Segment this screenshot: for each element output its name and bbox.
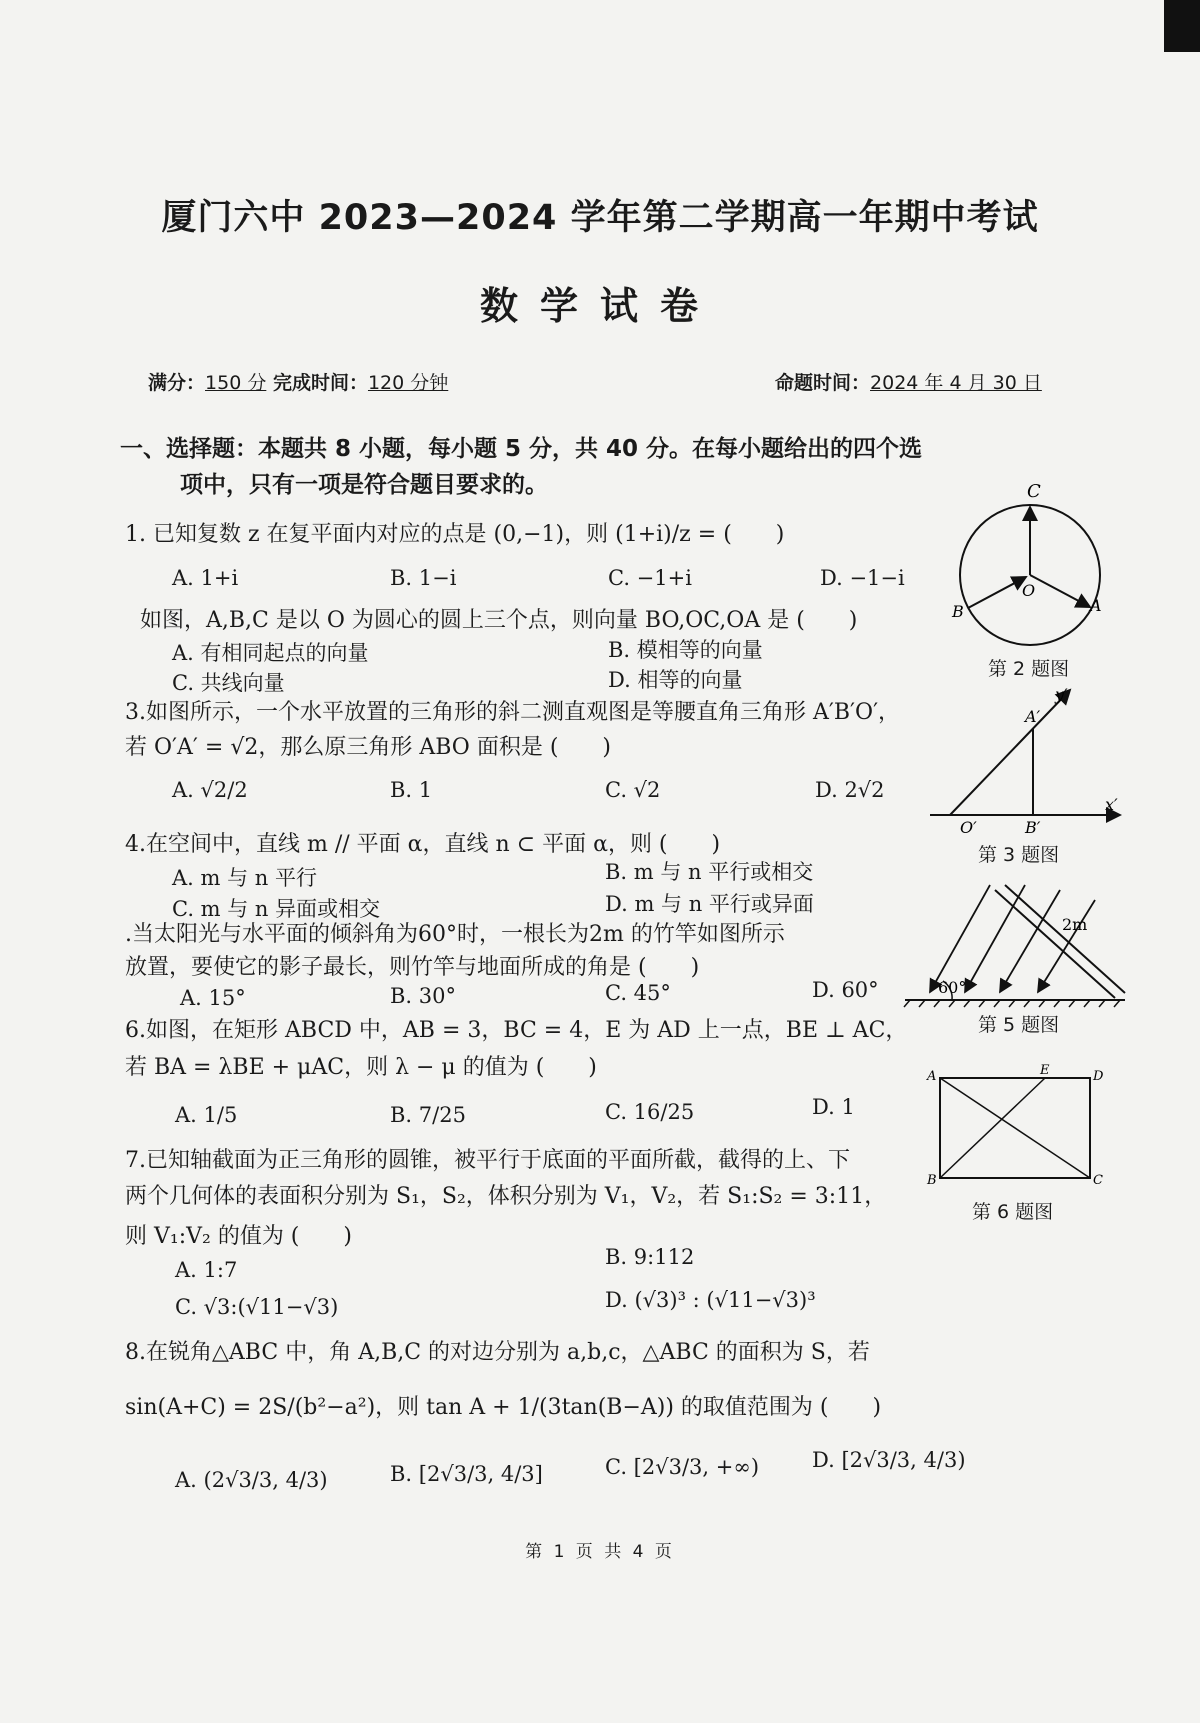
q8-option-b: B. [2√3/3, 4/3] [390,1462,543,1486]
q4-option-c: C. m 与 n 异面或相交 [172,897,381,921]
q5-option-b: B. 30° [390,984,457,1008]
figure-2-caption: 第 2 题图 [988,658,1070,680]
label-a: A [1090,596,1102,615]
q3-stem-line2: 若 O′A′ = √2，那么原三角形 ABO 面积是 ( ) [125,735,611,760]
q6-stem-line2: 若 BA = λBE + μAC，则 λ − μ 的值为 ( ) [125,1055,597,1080]
q2-option-c: C. 共线向量 [172,671,285,695]
q5-stem-line2: 放置，要使它的影子最长，则竹竿与地面所成的角是 ( ) [125,955,700,980]
label-e: E [1040,1063,1050,1078]
label-c: C [1027,481,1041,502]
figure-5-sunlight-pole [900,880,1130,1010]
pole-line-1 [995,890,1115,998]
date-value: 2024 年 4 月 30 日 [870,372,1042,394]
exam-meta-left [148,368,448,395]
q3-option-a: A. √2/2 [172,778,248,802]
q1-option-c: C. −1+i [608,566,692,590]
q3-option-b: B. 1 [390,778,433,802]
segment-be [940,1078,1045,1178]
diagonal-ac [940,1078,1090,1178]
time-value: 120 分钟 [367,372,449,394]
exam-subtitle: 数学试卷 [479,284,720,328]
q7-stem-line2: 两个几何体的表面积分别为 S₁，S₂，体积分别为 V₁，V₂，若 S₁:S₂ = 3:11， [125,1184,887,1209]
vector-bo [968,577,1026,608]
q8-stem-line1: 8.在锐角△ABC 中，角 A,B,C 的对边分别为 a,b,c，△ABC 的面积为 S，若 [125,1340,870,1365]
score-label: 满分： [148,372,206,394]
q1-option-d: D. −1−i [820,566,905,590]
label-y-axis: y′ [1055,685,1068,704]
q1-stem: 1. 已知复数 z 在复平面内对应的点是 (0,−1)，则 (1+i)/z = ( ) [125,522,785,547]
q8-option-c: C. [2√3/3, +∞) [605,1455,760,1479]
figure-6-caption: 第 6 题图 [972,1201,1054,1223]
label-o-prime: O′ [960,818,977,837]
label-c: C [1093,1173,1103,1188]
vector-oa [1030,575,1090,607]
exam-meta-right [775,368,1042,395]
q8-option-d: D. [2√3/3, 4/3) [812,1448,966,1472]
label-pole-length: 2m [1062,915,1088,934]
page-footer: 第 1 页 共 4 页 [525,1542,675,1562]
q5-option-d: D. 60° [812,978,879,1002]
q4-option-b: B. m 与 n 平行或相交 [605,860,814,884]
y-axis [950,690,1070,815]
q7-option-b: B. 9:112 [605,1245,695,1269]
section-heading-line2: 项中，只有一项是符合题目要求的。 [180,472,548,498]
q7-option-d: D. (√3)³ : (√11−√3)³ [605,1288,816,1312]
q5-option-a: A. 15° [180,986,246,1010]
q4-option-d: D. m 与 n 平行或异面 [605,892,814,916]
label-b: B [927,1173,937,1188]
q2-option-d: D. 相等的向量 [608,668,743,692]
time-label: 完成时间： [272,372,368,394]
label-a: A [927,1069,937,1084]
q1-option-a: A. 1+i [172,566,239,590]
q6-option-d: D. 1 [812,1095,855,1119]
q6-option-c: C. 16/25 [605,1100,695,1124]
q4-option-a: A. m 与 n 平行 [172,866,317,890]
section-heading-line1: 一、选择题：本题共 8 小题，每小题 5 分，共 40 分。在每小题给出的四个选 [120,436,923,462]
ground-hatching [904,1000,1120,1007]
figure-3-caption: 第 3 题图 [978,844,1060,866]
q4-stem: 4.在空间中，直线 m // 平面 α，直线 n ⊂ 平面 α，则 ( ) [125,832,721,857]
q6-stem-line1: 6.如图，在矩形 ABCD 中，AB = 3，BC = 4，E 为 AD 上一点，BE ⊥ AC， [125,1018,908,1043]
q2-option-b: B. 模相等的向量 [608,638,763,662]
q2-option-a: A. 有相同起点的向量 [172,641,369,665]
q1-option-b: B. 1−i [390,566,457,590]
exam-title: 厦门六中 2023—2024 学年第二学期高一年期中考试 [161,198,1039,238]
q2-stem: 如图，A,B,C 是以 O 为圆心的圆上三个点，则向量 BO,OC,OA 是 ( ) [140,608,858,633]
q3-stem-line1: 3.如图所示，一个水平放置的三角形的斜二测直观图是等腰直角三角形 A′B′O′， [125,700,901,725]
q8-stem-line2: sin(A+C) = 2S/(b²−a²)，则 tan A + 1/(3tan(B−A)) 的取值范围为 ( ) [125,1395,882,1420]
q8-option-a: A. (2√3/3, 4/3) [175,1468,328,1492]
q7-option-a: A. 1:7 [175,1258,238,1282]
label-b: B [952,602,964,621]
figure-3-oblique-axes [920,680,1130,840]
label-x-axis: x′ [1105,795,1118,814]
q6-option-b: B. 7/25 [390,1103,466,1127]
label-b-prime: B′ [1025,818,1041,837]
q7-stem-line3: 则 V₁:V₂ 的值为 ( ) [125,1224,352,1249]
q7-option-c: C. √3:(√11−√3) [175,1295,339,1319]
figure-2-circle [940,475,1120,655]
figure-5-caption: 第 5 题图 [978,1014,1060,1036]
figure-6-rectangle [925,1060,1110,1190]
pole-line-2 [1005,885,1125,993]
date-label: 命题时间： [775,372,871,394]
q7-stem-line1: 7.已知轴截面为正三角形的圆锥，被平行于底面的平面所截，截得的上、下 [125,1148,850,1173]
label-o: O [1022,581,1036,600]
label-sun-angle: 60° [938,978,967,997]
sun-rays [930,885,1095,992]
q5-option-c: C. 45° [605,981,671,1005]
scan-corner-mark [1164,0,1200,52]
label-d: D [1093,1069,1104,1084]
score-value: 150 分 [205,372,267,394]
q3-option-d: D. 2√2 [815,778,885,802]
q5-stem-line1: .当太阳光与水平面的倾斜角为60°时，一根长为2m 的竹竿如图所示 [125,922,785,947]
q3-option-c: C. √2 [605,778,661,802]
q6-option-a: A. 1/5 [175,1103,238,1127]
label-a-prime: A′ [1025,707,1041,726]
